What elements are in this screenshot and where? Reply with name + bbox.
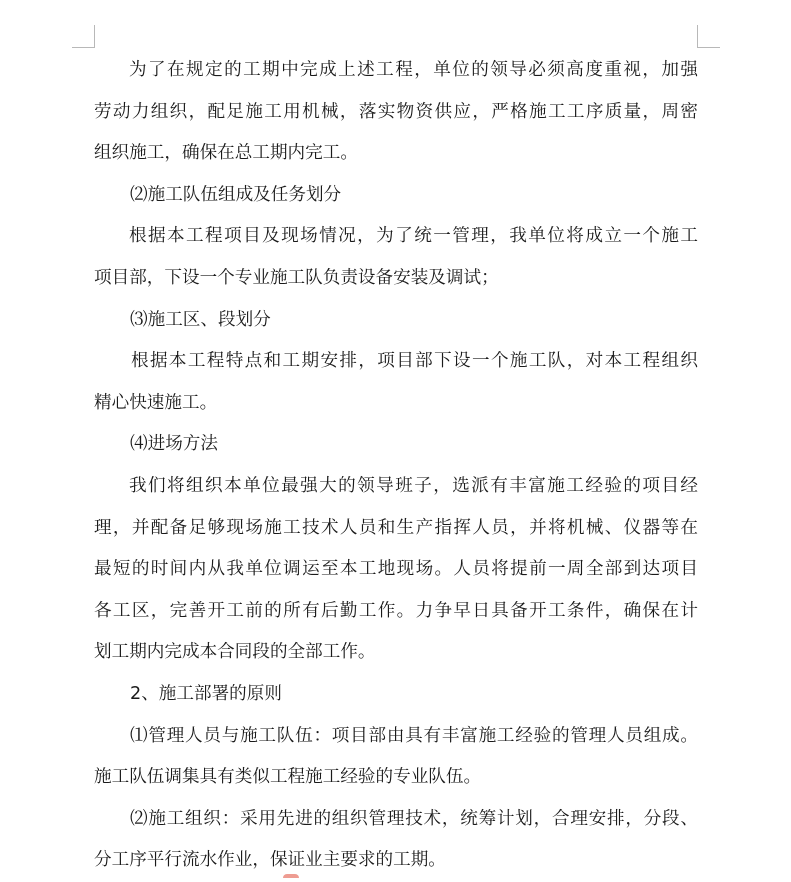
- section-heading: ⑵施工队伍组成及任务划分: [130, 184, 342, 205]
- paragraph-line: 根据本工程特点和工期安排，项目部下设一个施工队，对本工程组织: [131, 351, 698, 372]
- paragraph-line: 施工队伍调集具有类似工程施工经验的专业队伍。: [94, 767, 482, 788]
- paragraph-line: 分工序平行流水作业，保证业主要求的工期。: [94, 850, 446, 871]
- cursor-mark: [283, 874, 299, 878]
- paragraph-line: 理，并配备足够现场施工技术人员和生产指挥人员，并将机械、仪器等在: [94, 517, 698, 538]
- paragraph-line: 精心快速施工。: [94, 392, 218, 413]
- paragraph-line: 划工期内完成本合同段的全部工作。: [94, 642, 376, 663]
- section-heading: 2、施工部署的原则: [130, 683, 282, 704]
- paragraph-line: 劳动力组织，配足施工用机械，落实物资供应，严格施工工序质量，周密: [94, 101, 698, 122]
- section-heading: ⑷进场方法: [130, 434, 218, 455]
- paragraph-line: 我们将组织本单位最强大的领导班子，选派有丰富施工经验的项目经: [129, 475, 698, 496]
- paragraph-line: 根据本工程项目及现场情况，为了统一管理，我单位将成立一个施工: [129, 226, 698, 247]
- paragraph-line: 组织施工，确保在总工期内完工。: [94, 143, 358, 164]
- paragraph-line: 各工区，完善开工前的所有后勤工作。力争早日具备开工条件，确保在计: [94, 600, 698, 621]
- paragraph-line: 项目部，下设一个专业施工队负责设备安装及调试；: [94, 267, 499, 288]
- page-corner-mark-top-left: [72, 25, 95, 48]
- section-heading: ⑶施工区、段划分: [130, 309, 271, 330]
- page-corner-mark-top-right: [697, 25, 720, 48]
- paragraph-line: ⑴管理人员与施工队伍：项目部由具有丰富施工经验的管理人员组成。: [130, 725, 698, 746]
- paragraph-line: ⑵施工组织：采用先进的组织管理技术，统筹计划，合理安排，分段、: [130, 808, 698, 829]
- paragraph-line: 为了在规定的工期中完成上述工程，单位的领导必须高度重视，加强: [129, 60, 698, 80]
- document-body: [94, 50, 698, 882]
- paragraph-line: 最短的时间内从我单位调运至本工地现场。人员将提前一周全部到达项目: [94, 559, 698, 580]
